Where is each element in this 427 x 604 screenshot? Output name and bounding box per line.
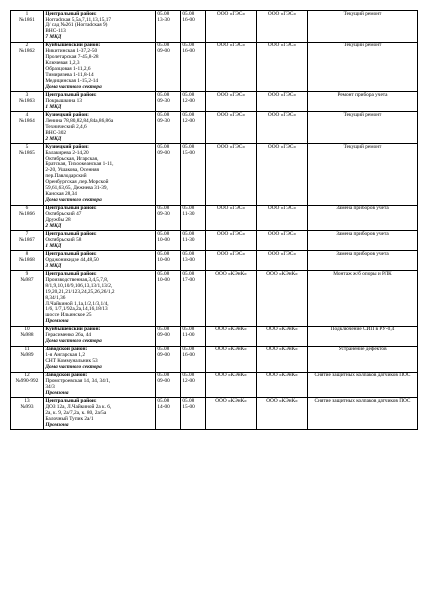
row-number-cell <box>11 346 44 372</box>
time-value: 15-00 <box>182 404 195 410</box>
date-value: 05.08 <box>182 346 195 353</box>
request-number: №1862 <box>19 48 35 55</box>
request-number: №993 <box>20 404 34 410</box>
table-row <box>11 42 418 92</box>
work-description-cell: Текущий ремонт <box>308 144 418 205</box>
request-number: №989 <box>20 352 34 359</box>
address-cell <box>44 372 156 398</box>
time-value: 10-00 <box>157 276 170 283</box>
time-value: 09-00 <box>157 149 170 156</box>
executor-cell: ООО «ГЭС» <box>257 92 308 112</box>
date-value: 05.08 <box>157 42 170 49</box>
end-time-cell <box>181 144 206 205</box>
start-time-cell <box>156 11 181 43</box>
address-line: Л.Чайкиной 1,1а,1/2,1/3,1/4, <box>45 300 109 307</box>
organization-cell: ООО «ГЭС» <box>206 11 257 43</box>
row-number-cell <box>11 372 44 398</box>
address-line: Герасименко 26а, 44 <box>45 332 91 339</box>
table-row <box>11 346 418 372</box>
address-line: Покрышкина 13 <box>45 97 82 104</box>
work-description-cell: Снятие защитных колпаков датчиков ПОС <box>308 398 418 430</box>
executor-cell: ООО «ГЭС» <box>257 11 308 43</box>
address-cell <box>44 326 156 346</box>
end-time-cell <box>181 251 206 271</box>
executor-cell: ООО «ГЭС» <box>257 42 308 92</box>
row-index: 13 <box>24 398 30 405</box>
row-index: 12 <box>24 372 30 379</box>
date-value: 05.08 <box>157 205 170 212</box>
time-value: 09-00 <box>157 48 170 55</box>
work-description-cell: Текущий ремонт <box>308 11 418 43</box>
address-line: Технический 2,4,6 <box>45 123 87 130</box>
table-row <box>11 205 418 231</box>
time-value: 09-30 <box>157 211 170 218</box>
building-count: Дома частного сектора <box>45 197 102 203</box>
address-line: 2-20, Ушакова, Осенняя <box>45 167 99 174</box>
request-number: №1863 <box>19 97 35 104</box>
date-value: 05.08 <box>182 250 195 257</box>
building-count: 3 МКД <box>45 262 62 269</box>
organization-cell: ООО «ГЭС» <box>206 112 257 144</box>
end-time-cell <box>181 398 206 430</box>
organization-cell: ООО «КЭнК» <box>206 346 257 372</box>
building-count: Дома частного сектора <box>45 83 102 90</box>
executor-cell: ООО «КЭнК» <box>257 346 308 372</box>
table-row <box>11 112 418 144</box>
time-value: 14-00 <box>157 404 170 410</box>
request-number: №1868 <box>19 256 35 263</box>
row-number-cell <box>11 92 44 112</box>
address-line: Ленина 78,80,82,84,84а,86,86а <box>45 117 114 124</box>
district-name: Кузнецкий район: <box>45 143 89 150</box>
address-cell <box>44 231 156 251</box>
date-value: 05.08 <box>157 143 170 150</box>
organization-cell: ООО «КЭнК» <box>206 271 257 326</box>
address-cell <box>44 271 156 326</box>
district-name: Центральный район: <box>45 10 97 17</box>
time-value: 10-00 <box>157 236 170 243</box>
executor-cell: ООО «ГЭС» <box>257 231 308 251</box>
address-line: 8/1,9,10,10/9,106,13,13/1,13/2, <box>45 282 113 289</box>
time-value: 09-30 <box>157 117 170 124</box>
work-description-cell: Текущий ремонт <box>308 42 418 92</box>
district-name: Центральный район: <box>45 230 97 237</box>
address-line: Балочный Тупик 2а/1 <box>45 415 94 422</box>
date-value: 05.08 <box>157 230 170 237</box>
executor-cell: ООО «КЭнК» <box>257 271 308 326</box>
request-number: №1864 <box>19 117 35 124</box>
date-value: 05.08 <box>182 10 195 17</box>
row-index: 11 <box>24 346 30 353</box>
address-line: ДОЗ 12а, Л.Чайкиной 2а к. 6, <box>45 404 112 410</box>
address-cell <box>44 42 156 92</box>
address-line: Оренбургская ,пер.Морской <box>45 179 109 186</box>
work-description-cell: Устранение дефектов <box>308 346 418 372</box>
address-line: 1/6, 1/7,1/92а,2а,14,16,18/13 <box>45 306 108 313</box>
executor-cell: ООО «КЭнК» <box>257 326 308 346</box>
work-description-cell: Снятие защитных колпаков датчиков ПОС <box>308 372 418 398</box>
end-time-cell <box>181 112 206 144</box>
executor-cell: ООО «ГЭС» <box>257 251 308 271</box>
address-line: Пролетарская 7-45,8-28 <box>45 54 99 61</box>
work-description-cell: Замена приборов учета <box>308 205 418 231</box>
row-index: 3 <box>25 91 29 98</box>
date-value: 05.08 <box>182 398 195 405</box>
address-cell <box>44 92 156 112</box>
table-row <box>11 326 418 346</box>
address-line: Медицинская 1-15,2-14 <box>45 77 99 84</box>
organization-cell: ООО «ГЭС» <box>206 42 257 92</box>
time-value: 16-00 <box>182 16 195 23</box>
address-line: Орджоникидзе 44,48,50 <box>45 256 99 263</box>
organization-cell: ООО «ГЭС» <box>206 251 257 271</box>
request-number: №1866 <box>19 211 35 218</box>
district-name: Кузнецкий район: <box>45 111 89 118</box>
end-time-cell <box>181 271 206 326</box>
building-count: Промзона <box>45 421 69 428</box>
start-time-cell <box>156 346 181 372</box>
executor-cell: ООО «КЭнК» <box>257 398 308 430</box>
executor-cell: ООО «КЭнК» <box>257 372 308 398</box>
start-time-cell <box>156 205 181 231</box>
time-value: 09-00 <box>157 378 170 385</box>
organization-cell: ООО «ГЭС» <box>206 144 257 205</box>
time-value: 12-00 <box>182 97 195 104</box>
district-name: Центральный район: <box>45 270 97 277</box>
address-line: 1-я Ангарская 1,2 <box>45 352 85 359</box>
row-index: 1 <box>25 10 29 17</box>
building-count: 2 МКД <box>45 135 62 142</box>
table-row <box>11 251 418 271</box>
start-time-cell <box>156 231 181 251</box>
building-count: 2 МКД <box>45 222 62 229</box>
date-value: 05.08 <box>182 326 195 333</box>
date-value: 05.08 <box>157 91 170 98</box>
time-value: 13-30 <box>157 16 170 23</box>
building-count: 1 МКД <box>45 103 62 110</box>
district-name: Центральный район: <box>45 398 97 405</box>
address-line: Дружбы 28 <box>45 216 71 223</box>
district-name: Центральный район: <box>45 205 97 212</box>
time-value: 16-00 <box>182 48 195 55</box>
building-count: Дома частного сектора <box>45 364 102 371</box>
date-value: 05.08 <box>182 270 195 277</box>
address-cell <box>44 205 156 231</box>
start-time-cell <box>156 372 181 398</box>
date-value: 05.08 <box>157 326 170 333</box>
address-line: Образцовая 1-11,2,6 <box>45 66 91 73</box>
address-line: Октябрьский 47 <box>45 211 82 218</box>
district-name: Заводской район: <box>45 346 88 353</box>
row-index: 5 <box>25 143 29 150</box>
start-time-cell <box>156 92 181 112</box>
address-line: Октябрьский 58 <box>45 236 82 243</box>
address-line: Ключевая 1,2,3 <box>45 60 80 67</box>
address-line: 2а, к. 9, 2а/7,2а, к. 80, 2а/5а <box>45 409 107 416</box>
building-count: 7 МКД <box>45 34 62 41</box>
executor-cell: ООО «ГЭС» <box>257 112 308 144</box>
row-index: 10 <box>24 326 30 333</box>
time-value: 12-00 <box>182 117 195 124</box>
start-time-cell <box>156 251 181 271</box>
address-line: 8,34/1,36 <box>45 294 66 301</box>
building-count: Дома частного сектора <box>45 338 102 345</box>
address-line: пер.Павлодарский <box>45 173 87 180</box>
time-value: 11-00 <box>182 332 195 339</box>
time-value: 16-00 <box>182 352 195 359</box>
address-cell <box>44 144 156 205</box>
organization-cell: ООО «ГЭС» <box>206 231 257 251</box>
building-count: 1 МКД <box>45 242 62 249</box>
row-index: 8 <box>25 250 29 257</box>
address-line: Производственная,3,4,5,7,8, <box>45 276 109 283</box>
building-count: Промзона <box>45 389 69 396</box>
address-line: Никитинская 1-37,2-50 <box>45 48 98 55</box>
row-index: 4 <box>25 111 29 118</box>
request-number: №987 <box>20 276 34 283</box>
address-cell <box>44 346 156 372</box>
date-value: 05.08 <box>157 10 170 17</box>
date-value: 05.08 <box>182 111 195 118</box>
end-time-cell <box>181 11 206 43</box>
organization-cell: ООО «КЭнК» <box>206 326 257 346</box>
address-line: Тимирязева 1-11,8-14 <box>45 72 94 78</box>
address-line: Д/ сад №261 (Ногradская 9) <box>45 22 108 29</box>
row-index: 9 <box>25 270 29 277</box>
address-line: Братская, Тихоокеанская 1-11, <box>45 161 114 168</box>
time-value: 09-00 <box>157 352 170 359</box>
time-value: 09-00 <box>157 332 170 339</box>
time-value: 12-00 <box>182 378 195 385</box>
address-cell <box>44 251 156 271</box>
row-number-cell <box>11 271 44 326</box>
time-value: 17-00 <box>182 276 195 283</box>
end-time-cell <box>181 205 206 231</box>
table-row <box>11 92 418 112</box>
time-value: 09-30 <box>157 97 170 104</box>
date-value: 05.08 <box>157 372 170 379</box>
address-line: ВНС-113 <box>45 28 66 35</box>
district-name: Заводской район: <box>45 372 88 379</box>
start-time-cell <box>156 326 181 346</box>
row-number-cell <box>11 251 44 271</box>
date-value: 05.08 <box>182 143 195 150</box>
end-time-cell <box>181 92 206 112</box>
district-name: Куйбышевский район: <box>45 42 101 49</box>
organization-cell: ООО «ГЭС» <box>206 205 257 231</box>
end-time-cell <box>181 372 206 398</box>
request-number: №990-992 <box>15 378 39 385</box>
table-row <box>11 11 418 43</box>
date-value: 05.08 <box>182 372 195 379</box>
address-line: Канская 28,34 <box>45 191 77 198</box>
row-number-cell <box>11 144 44 205</box>
date-value: 05.08 <box>182 205 195 212</box>
district-name: Центральный район: <box>45 91 97 98</box>
row-number-cell <box>11 11 44 43</box>
start-time-cell <box>156 271 181 326</box>
table-row <box>11 144 418 205</box>
address-line: Октябрьская, Игарская, <box>45 155 99 162</box>
start-time-cell <box>156 398 181 430</box>
end-time-cell <box>181 326 206 346</box>
address-cell <box>44 11 156 43</box>
work-description-cell: Подключение СИП в РУ-0,4 <box>308 326 418 346</box>
time-value: 15-00 <box>182 149 195 156</box>
time-value: 11-30 <box>182 236 195 243</box>
work-description-cell: Монтаж ж/б опоры и РЛК <box>308 271 418 326</box>
table-row <box>11 398 418 430</box>
address-cell <box>44 398 156 430</box>
row-number-cell <box>11 398 44 430</box>
date-value: 05.08 <box>182 230 195 237</box>
time-value: 10-00 <box>157 256 170 263</box>
district-name: Центральный район: <box>45 250 97 257</box>
end-time-cell <box>181 346 206 372</box>
table-row <box>11 231 418 251</box>
work-description-cell: Текущий ремонт <box>308 112 418 144</box>
address-line: Промстроевская 14, 34, 34/1, <box>45 378 111 385</box>
table-row <box>11 372 418 398</box>
date-value: 05.08 <box>182 91 195 98</box>
executor-cell: ООО «ГЭС» <box>257 144 308 205</box>
row-number-cell <box>11 42 44 92</box>
executor-cell: ООО «ГЭС» <box>257 205 308 231</box>
row-number-cell <box>11 326 44 346</box>
organization-cell: ООО «КЭнК» <box>206 372 257 398</box>
outage-schedule-table <box>10 10 418 430</box>
organization-cell: ООО «КЭнК» <box>206 398 257 430</box>
date-value: 05.08 <box>157 270 170 277</box>
row-index: 7 <box>25 230 29 237</box>
date-value: 05.08 <box>157 398 170 405</box>
row-index: 6 <box>25 205 29 212</box>
work-description-cell: Замена приборов учета <box>308 251 418 271</box>
request-number: №988 <box>20 332 34 339</box>
address-line: 19,20,21,21/123,24,25,26,26/1,2 <box>45 288 115 295</box>
work-description-cell: Ремонт прибора учета <box>308 92 418 112</box>
date-value: 05.08 <box>157 111 170 118</box>
end-time-cell <box>181 231 206 251</box>
address-line: ВНС-302 <box>45 129 66 136</box>
start-time-cell <box>156 112 181 144</box>
address-line: 59,61,63,65, Дежнева 31-39, <box>45 185 108 192</box>
row-number-cell <box>11 231 44 251</box>
table-row <box>11 271 418 326</box>
time-value: 13-00 <box>182 256 195 263</box>
time-value: 11-30 <box>182 211 195 218</box>
row-number-cell <box>11 205 44 231</box>
request-number: №1861 <box>19 16 35 23</box>
request-number: №1865 <box>19 149 35 156</box>
address-line: Ногradская 5,5а,7,11,13,15,17 <box>45 16 111 23</box>
request-number: №1867 <box>19 236 35 243</box>
address-line: Балакирева 2-14,20 <box>45 149 89 156</box>
address-line: СНТ Коммунальник 53 <box>45 358 98 365</box>
address-line: 34/3 <box>45 384 55 391</box>
date-value: 05.08 <box>157 250 170 257</box>
date-value: 05.08 <box>157 346 170 353</box>
organization-cell: ООО «ГЭС» <box>206 92 257 112</box>
building-count: Промзона <box>45 318 69 325</box>
address-line: шоссе Ильинское 25 <box>45 312 92 319</box>
start-time-cell <box>156 144 181 205</box>
row-number-cell <box>11 112 44 144</box>
address-cell <box>44 112 156 144</box>
date-value: 05.08 <box>182 42 195 49</box>
end-time-cell <box>181 42 206 92</box>
start-time-cell <box>156 42 181 92</box>
row-index: 2 <box>25 42 29 49</box>
work-description-cell: Замена приборов учета <box>308 231 418 251</box>
schedule-body <box>11 11 418 430</box>
district-name: Куйбышевский район: <box>45 326 101 333</box>
